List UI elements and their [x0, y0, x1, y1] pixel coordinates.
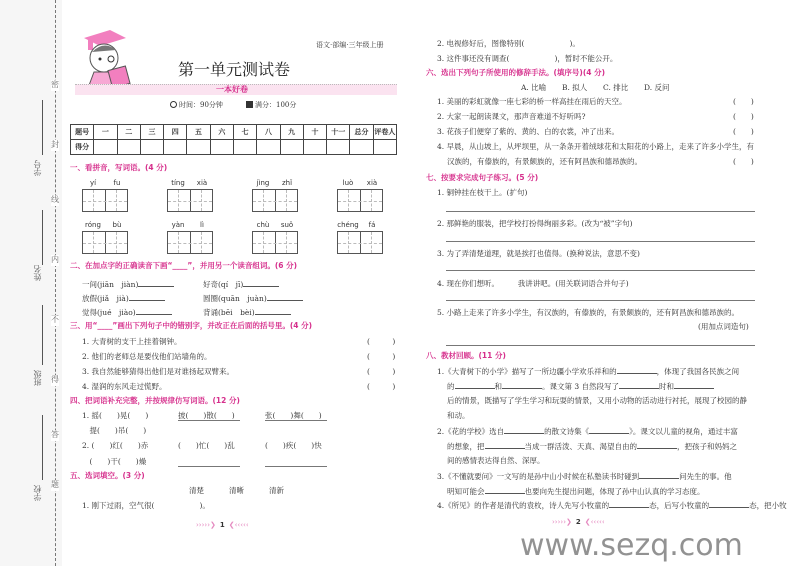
table-header-cell: 三: [140, 125, 163, 140]
answer-line[interactable]: [265, 466, 327, 467]
table-header-cell: 评卷人: [373, 125, 396, 140]
pinyin: chù: [256, 221, 270, 229]
watermark: www.sezq.com: [520, 528, 743, 563]
answer-blank[interactable]: [637, 441, 677, 449]
s6-item: 4. 早晨，从山坡上，从坪坝里，从一条条开着绒球花和太阳花的小路上，走来了许多小学生，有: [437, 142, 755, 151]
item-text: 放假(jiǎ jià): [82, 294, 129, 303]
pronunciation-item: [82, 293, 165, 303]
seal-char: 题: [51, 480, 59, 489]
answer-line[interactable]: [446, 270, 755, 271]
score-cell[interactable]: [210, 140, 233, 155]
check-icon: [246, 101, 253, 108]
pronunciation-item: [203, 307, 291, 317]
item-text: 觉得(jué jiào): [82, 308, 136, 317]
word-fill-item[interactable]: 2. ( )红( )赤: [82, 441, 149, 450]
item-text: 圆圈(quān juàn): [203, 294, 267, 303]
answer-blank[interactable]: [485, 486, 525, 494]
s8-line: 后的情景，既描写了学生学习和玩耍的情景，又用小动物的活动进行衬托，展现了校园的静: [447, 396, 747, 405]
pinyin: bù: [112, 221, 122, 229]
s8-line: 的 和 。课文第 3 自然段写了 时和: [447, 381, 714, 391]
answer-line[interactable]: [446, 211, 755, 212]
table-header-cell: 十一: [327, 125, 350, 140]
word-fill-item[interactable]: ( )疾( )快: [265, 441, 322, 450]
pinyin: zhǐ: [281, 179, 293, 187]
answer-paren[interactable]: ( ): [367, 352, 396, 361]
writing-box[interactable]: [337, 231, 383, 254]
s8-line: 1.《大青树下的小学》描写了一所边疆小学欢乐祥和的 ，体现了我国各民族之间: [437, 367, 740, 376]
seal-char: 封: [51, 140, 59, 149]
s6-item: 3. 花孩子们便穿了紫的、黄的、白的衣裳，冲了出来。: [437, 127, 620, 136]
writing-box[interactable]: [167, 231, 213, 254]
word-fill-item[interactable]: 披( )散( ): [178, 411, 235, 420]
answer-line[interactable]: [446, 345, 755, 346]
section-3-title: 三、用“____”画出下列句子中的错别字，并改正在后面的括号里。(4 分): [70, 321, 313, 330]
pronunciation-item: [82, 279, 174, 289]
word-choice: 清晰: [229, 486, 244, 495]
s3-item: 1. 大青树的支干上挂着铜钟。: [82, 337, 182, 346]
answer-blank[interactable]: [674, 381, 714, 389]
writing-box[interactable]: [82, 231, 128, 254]
page-title: 第一单元测试卷: [178, 60, 291, 79]
pinyin: xià: [196, 179, 208, 187]
word-fill-item[interactable]: 提( )吊( ): [82, 426, 147, 435]
word-choice: 清楚: [189, 486, 204, 495]
writing-box[interactable]: [252, 231, 298, 254]
answer-blank[interactable]: [255, 307, 291, 315]
s7-item: 5. 小路上走来了许多小学生，有汉族的，有傣族的，有景颇族的，还有阿昌族和德昂族的。: [437, 308, 740, 317]
table-header-cell: 六: [210, 125, 233, 140]
pinyin: xià: [366, 179, 378, 187]
exam-time: 时间：90分钟: [170, 101, 223, 109]
s6-item: 2. 大家一起朗读课文，那声音难道不好听吗?: [437, 112, 586, 121]
answer-paren[interactable]: ( ): [733, 127, 754, 136]
mascot-illustration: [80, 28, 140, 92]
answer-paren[interactable]: ( ): [367, 367, 396, 376]
score-cell[interactable]: [257, 140, 280, 155]
writing-box[interactable]: [167, 189, 213, 212]
writing-box[interactable]: [337, 189, 383, 212]
s7-note: (用加点词造句): [698, 322, 749, 331]
table-header-cell: 总分: [350, 125, 373, 140]
pinyin: chéng: [337, 221, 359, 229]
s7-item: 3. 为了弄清楚道理，就是挨打也值得。(换种说法，意思不变): [437, 249, 640, 258]
answer-blank[interactable]: [138, 279, 174, 287]
pronunciation-item: [203, 293, 303, 303]
s6-item: 汉族的，有傣族的，有景颇族的，还有阿昌族和德昂族的。: [447, 157, 642, 166]
clock-icon: [170, 101, 177, 108]
answer-blank[interactable]: [129, 293, 165, 301]
section-7-title: 七、按要求完成句子练习。(5 分): [426, 173, 539, 182]
item-text: 背诵(bēi bèi): [203, 308, 255, 317]
answer-line[interactable]: [265, 420, 327, 421]
field-label-0: 学号: [33, 160, 42, 176]
s5-item-1: 1. 刚下过雨，空气很( )。: [82, 501, 210, 510]
table-header-cell: 九: [280, 125, 303, 140]
answer-paren[interactable]: ( ): [733, 112, 754, 121]
table-header-cell: 七: [233, 125, 256, 140]
s6-item: 1. 美丽的彩虹就像一座七彩的桥一样高挂在雨后的天空。: [437, 97, 627, 106]
pinyin: tíng: [171, 179, 185, 187]
field-line[interactable]: [42, 415, 43, 480]
answer-blank[interactable]: [504, 426, 544, 434]
word-fill-item[interactable]: 张( )舞( ): [265, 411, 322, 420]
rhetoric-option: B. 拟人: [562, 83, 588, 92]
field-label-1: 姓名: [33, 265, 42, 281]
answer-blank[interactable]: [609, 500, 649, 508]
s3-item: 3. 我自然能够猜得出他们是对谁扬起双臂来。: [82, 367, 235, 376]
rhetoric-option: A. 比喻: [521, 83, 547, 92]
answer-blank[interactable]: [485, 441, 525, 449]
score-cell[interactable]: [373, 140, 396, 155]
pronunciation-item: [82, 307, 172, 317]
pinyin: fá: [368, 221, 376, 229]
answer-blank[interactable]: [136, 307, 172, 315]
field-label-2: 班级: [33, 370, 42, 386]
score-cell[interactable]: [350, 140, 373, 155]
rhetoric-option: C. 排比: [603, 83, 629, 92]
pinyin: fu: [113, 179, 121, 187]
section-6-title: 六、选出下列句子所使用的修辞手法。(填序号)(4 分): [426, 68, 606, 77]
answer-blank[interactable]: [709, 500, 749, 508]
pinyin: yí: [89, 179, 97, 187]
s8-line: 3.《不懂就要问》一文写的是孙中山小时候在私塾读书时碰到 问先生的事。他: [437, 472, 732, 481]
item-text: 一间(jiān jiàn): [82, 280, 139, 289]
pinyin: yàn: [171, 221, 185, 229]
answer-blank[interactable]: [455, 381, 495, 389]
pinyin: lì: [200, 221, 204, 229]
score-cell[interactable]: [187, 140, 210, 155]
brand-label: 一本好卷: [216, 85, 248, 94]
s3-item: 4. 湿润的东风走过慌野。: [82, 382, 167, 391]
s8-line: 的想象，把 当成一群活泼、天真、渴望自由的 ，把孩子和妈妈之: [447, 442, 737, 451]
s5-item-3: 3. 这件事还没有调查( )，暂时不能公开。: [437, 54, 618, 63]
score-table: [70, 124, 397, 155]
answer-blank[interactable]: [619, 381, 659, 389]
page-number-right: ›››››❯ 2 ❮‹‹‹‹‹: [552, 518, 605, 526]
writing-box[interactable]: [252, 189, 298, 212]
table-header-cell: 四: [164, 125, 187, 140]
answer-line[interactable]: [178, 466, 240, 467]
section-2-title: 二、在加点字的正确读音下画“____”，并用另一个读音组词。(6 分): [70, 261, 298, 270]
word-fill-item[interactable]: 1. 摇( )晃( ): [82, 411, 149, 420]
section-5-title: 五、选词填空。(3 分): [70, 471, 145, 480]
s8-line: 和动。: [447, 411, 470, 420]
answer-blank[interactable]: [267, 293, 303, 301]
table-header-cell: 八: [257, 125, 280, 140]
seal-char: 答: [51, 430, 59, 439]
answer-blank[interactable]: [589, 426, 629, 434]
table-header-cell: 五: [187, 125, 210, 140]
pinyin: jìng: [256, 179, 270, 187]
answer-blank[interactable]: [502, 381, 542, 389]
word-fill-item[interactable]: ( )忙( )乱: [178, 441, 235, 450]
seal-char: 线: [51, 195, 59, 204]
s7-item: 4. 现在你们想听。 我讲讲吧。(用关联词语合并句子): [437, 279, 629, 288]
score-row-label: 得分: [71, 140, 94, 155]
subject-label: 语文·部编·三年级上册: [316, 41, 384, 49]
s7-item: 1. 铜钟挂在枝干上。(扩句): [437, 188, 528, 197]
field-line[interactable]: [42, 210, 43, 265]
word-fill-item[interactable]: ( )干( )燥: [82, 457, 147, 466]
section-1-title: 一、看拼音，写词语。(4 分): [70, 163, 168, 172]
score-cell[interactable]: [233, 140, 256, 155]
answer-paren[interactable]: ( ): [367, 337, 396, 346]
field-line[interactable]: [42, 305, 43, 365]
seal-char: 密: [51, 80, 59, 89]
s5-item-2: 2. 电视修好后，图像特别( )。: [437, 39, 580, 48]
score-cell[interactable]: [303, 140, 326, 155]
section-8-title: 八、教材回顾。(11 分): [426, 351, 506, 360]
seal-char: 不: [51, 315, 59, 324]
section-4-title: 四、把词语补充完整，并按规律仿写词语。(12 分): [70, 396, 240, 405]
table-header-cell: 题号: [71, 125, 94, 140]
pinyin: róng: [85, 221, 101, 229]
score-cell[interactable]: [117, 140, 140, 155]
score-cell[interactable]: [280, 140, 303, 155]
answer-paren[interactable]: ( ): [733, 157, 754, 166]
seal-char: 得: [51, 375, 59, 384]
table-header-cell: 十: [303, 125, 326, 140]
s8-line: 明知可能会 也要向先生提出问题，体现了孙中山认真的学习态度。: [447, 487, 705, 496]
s8-line: 2.《花的学校》选自 的散文诗集《 》。课文以儿童的视角，通过丰富: [437, 427, 738, 436]
item-text: 好奇(qí jī): [203, 280, 244, 289]
page-number-left: ›››››❯ 1 ❮‹‹‹‹‹: [196, 521, 249, 529]
pinyin: suǒ: [280, 221, 294, 229]
score-cell[interactable]: [140, 140, 163, 155]
rhetoric-option: D. 反问: [644, 83, 670, 92]
full-score: 满分：100分: [246, 101, 296, 109]
table-header-cell: 二: [117, 125, 140, 140]
answer-blank[interactable]: [617, 366, 657, 374]
word-choice: 清新: [269, 486, 284, 495]
answer-line[interactable]: [446, 241, 755, 242]
score-cell[interactable]: [164, 140, 187, 155]
seal-char: 内: [51, 255, 59, 264]
writing-box[interactable]: [82, 189, 128, 212]
answer-paren[interactable]: ( ): [367, 382, 396, 391]
score-cell[interactable]: [94, 140, 117, 155]
answer-blank[interactable]: [243, 279, 279, 287]
answer-line[interactable]: [178, 420, 240, 421]
s3-item: 2. 他们的老师总是要伐他们站墙角的。: [82, 352, 212, 361]
table-header-cell: 一: [94, 125, 117, 140]
answer-line[interactable]: [446, 300, 755, 301]
answer-blank[interactable]: [639, 471, 679, 479]
s8-line: 间的感情表达得自然、深厚。: [447, 456, 545, 465]
field-label-3: 学校: [33, 485, 42, 501]
s8-line: 4.《所见》的作者是清代的袁枚，诗人先写小牧童的 态，后写小牧童的 态，把小牧: [437, 501, 787, 510]
field-line[interactable]: [42, 100, 43, 155]
pinyin: luò: [342, 179, 354, 187]
answer-paren[interactable]: ( ): [733, 97, 754, 106]
score-cell[interactable]: [327, 140, 350, 155]
s7-item: 2. 那鲜艳的服装，把学校打扮得绚丽多彩。(改为“被”字句): [437, 219, 633, 228]
pronunciation-item: [203, 279, 279, 289]
